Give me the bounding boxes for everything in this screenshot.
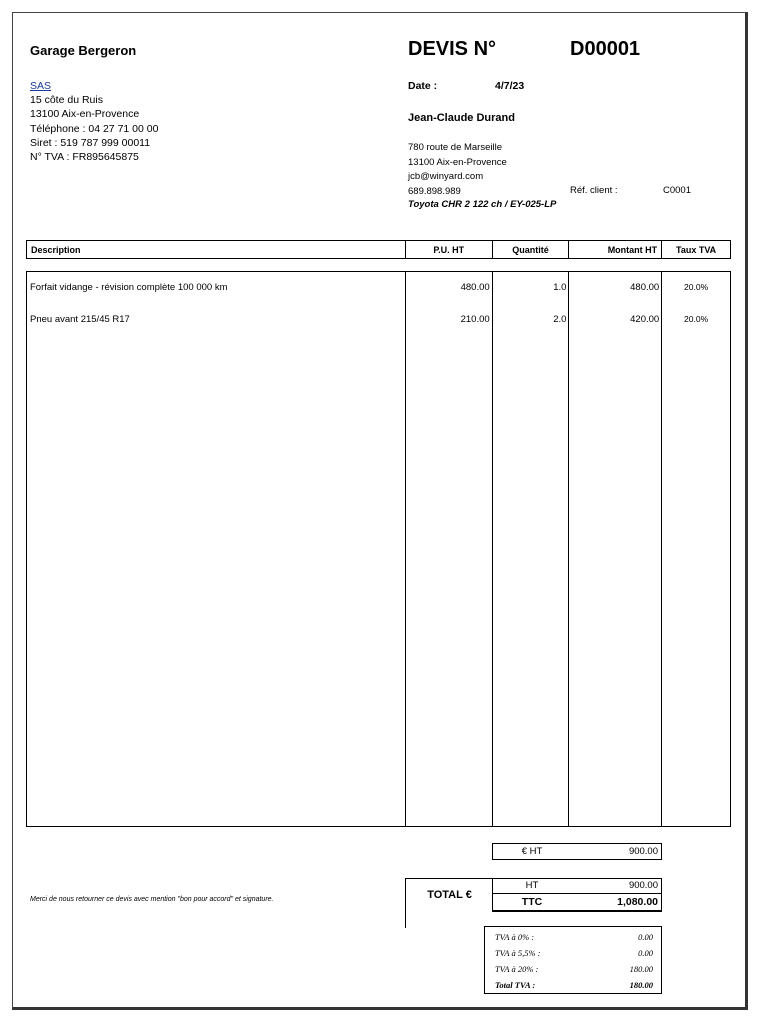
row-amount: 480.00 (630, 281, 660, 293)
client-address-line2: 13100 Aix-en-Provence (408, 156, 507, 168)
tva-line-value: 0.00 (638, 932, 653, 942)
row-unit-price: 480.00 (460, 281, 490, 293)
row-amount: 420.00 (630, 313, 660, 325)
table-body (26, 271, 731, 827)
total-ttc-value: 1,080.00 (617, 896, 658, 908)
client-ref-value: C0001 (663, 185, 691, 196)
total-ttc-label: TTC (521, 896, 543, 908)
company-phone: Téléphone : 04 27 71 00 00 (30, 122, 159, 135)
company-address-line1: 15 côte du Ruis (30, 94, 103, 107)
row-description: Forfait vidange - révision complète 100 000 km (30, 281, 228, 293)
total-label (405, 878, 493, 928)
row-quantity: 1.0 (553, 281, 567, 293)
tva-line-total (495, 977, 653, 993)
quote-number: D00001 (570, 38, 641, 60)
header-quantity: Quantité (493, 241, 570, 258)
total-ht-row (492, 878, 662, 894)
table-header (26, 240, 731, 259)
company-legal-form-link[interactable]: SAS (30, 80, 52, 92)
subtotal-ht-box (492, 843, 662, 860)
row-description: Pneu avant 215/45 R17 (30, 313, 130, 325)
table-row (27, 311, 730, 327)
header-tva-rate: Taux TVA (676, 244, 717, 255)
table-row (27, 279, 730, 295)
client-details (408, 141, 507, 199)
header-unit-price: P.U. HT (406, 241, 493, 258)
col-quantity (493, 272, 570, 826)
tva-summary-box (484, 926, 662, 994)
row-tva-rate: 20.0% (684, 314, 709, 324)
tva-line-label: TVA à 0% : (495, 932, 535, 942)
tva-line-value: 180.00 (629, 964, 653, 974)
tva-line-value: 180.00 (629, 980, 653, 990)
company-address-line2: 13100 Aix-en-Provence (30, 108, 140, 121)
header-description: Description (27, 241, 406, 258)
row-unit-price: 210.00 (460, 313, 490, 325)
tva-line-5-5 (495, 945, 653, 961)
col-description (27, 272, 406, 826)
row-quantity: 2.0 (553, 313, 567, 325)
tva-line-label: TVA à 5,5% : (495, 948, 541, 958)
tva-line-value: 0.00 (638, 948, 653, 958)
date-label: Date : (408, 80, 438, 92)
company-tva-number: N° TVA : FR895645875 (30, 151, 139, 164)
col-tva-rate (662, 272, 730, 826)
tva-line-label: Total TVA : (495, 980, 536, 990)
subtotal-ht-value: 900.00 (628, 846, 658, 857)
tva-line-20 (495, 961, 653, 977)
tva-line-0 (495, 929, 653, 945)
client-phone: 689.898.989 (408, 185, 461, 197)
col-unit-price (406, 272, 493, 826)
header-amount: Montant HT (569, 241, 662, 258)
company-details (30, 79, 158, 164)
company-siret: Siret : 519 787 999 00011 (30, 136, 151, 149)
client-name: Jean-Claude Durand (408, 112, 515, 124)
tva-line-label: TVA à 20% : (495, 964, 539, 974)
client-ref-label: Réf. client : (570, 185, 618, 196)
total-label-text: TOTAL € (427, 889, 472, 901)
col-amount (569, 272, 662, 826)
total-ht-label: HT (525, 880, 539, 891)
total-ttc-row (492, 894, 662, 912)
client-email: jcb@winyard.com (408, 171, 484, 182)
client-address-line1: 780 route de Marseille (408, 142, 502, 153)
signature-note: Merci de nous retourner ce devis avec mention "bon pour accord" et signature. (30, 896, 274, 903)
subtotal-ht-label: € HT (521, 846, 543, 857)
company-name: Garage Bergeron (30, 43, 137, 58)
vehicle-info: Toyota CHR 2 122 ch / EY-025-LP (408, 199, 557, 210)
date-value: 4/7/23 (495, 80, 525, 92)
total-ht-value: 900.00 (628, 880, 658, 891)
quote-title: DEVIS N° (408, 38, 497, 60)
row-tva-rate: 20.0% (684, 282, 709, 292)
